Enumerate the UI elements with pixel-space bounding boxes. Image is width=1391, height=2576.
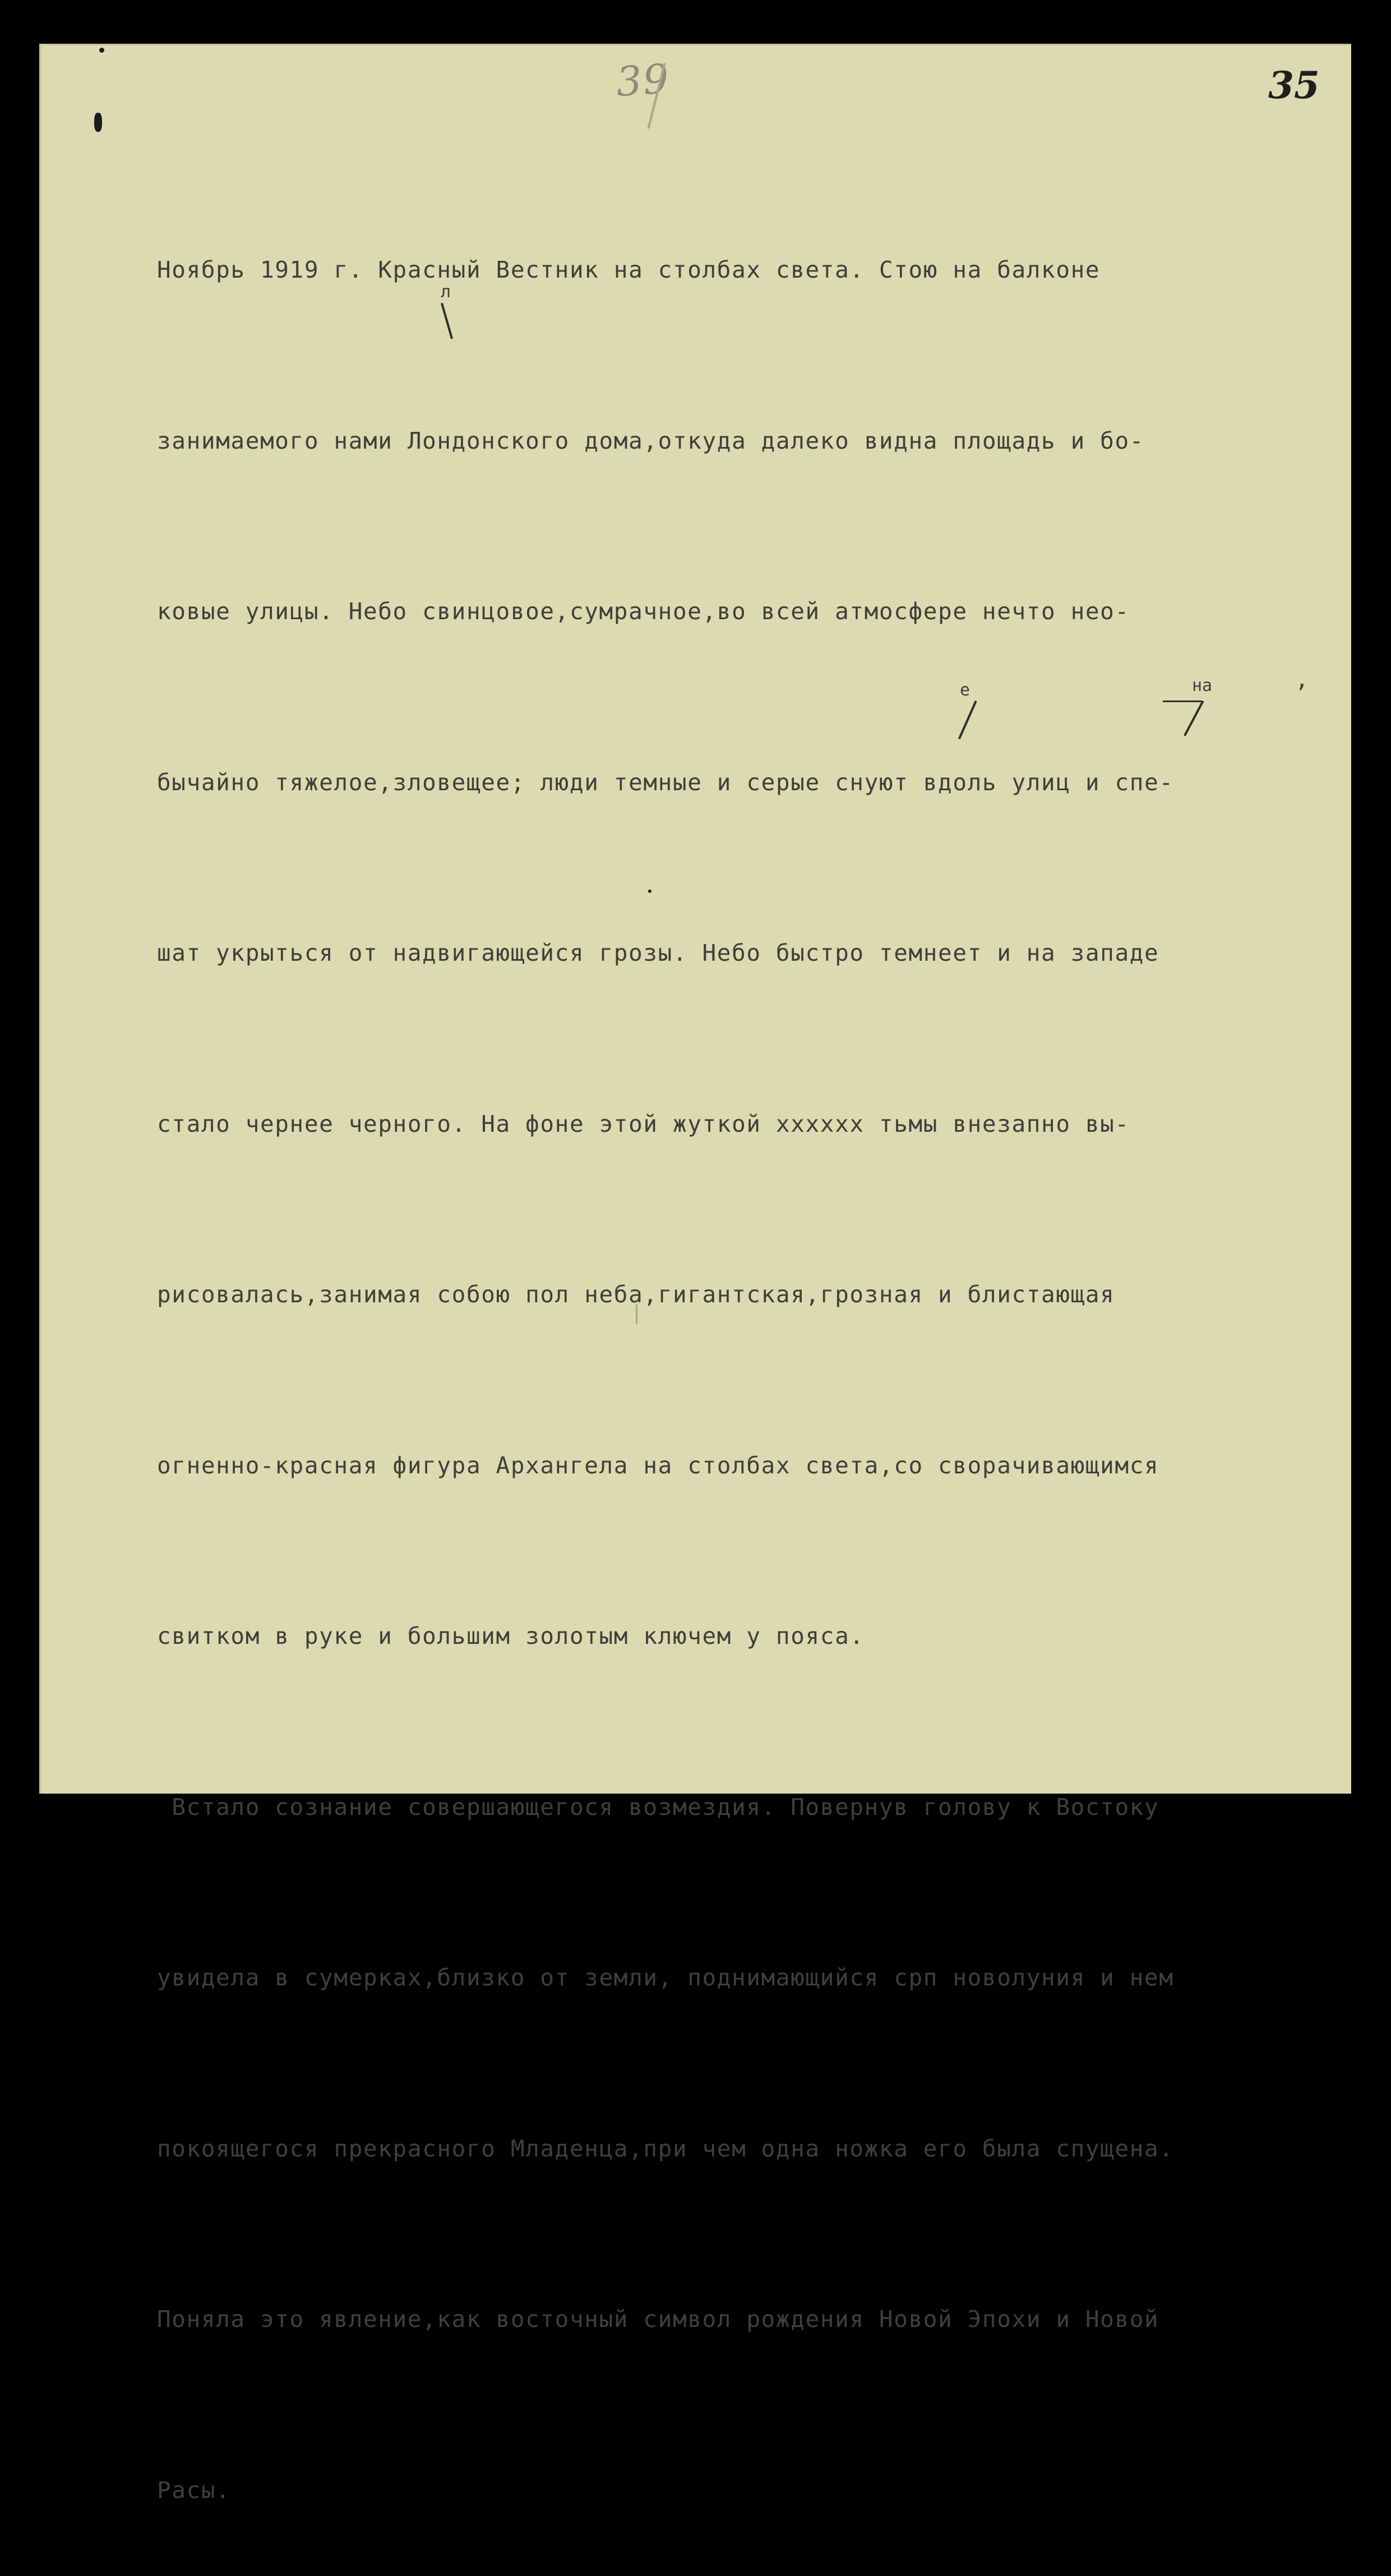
text-line: занимаемого нами Лондонского дома,откуда далеко видна площадь и бо- [157,427,1145,454]
text-line: Поняла это явление,как восточный символ рождения Новой Эпохи и Новой [157,2306,1159,2333]
text-line: Расы. [157,2476,231,2504]
insertion-l: л [441,282,451,302]
folio-number: 35 [1268,63,1320,107]
text-line: огненно-красная фигура Архангела на столбах света,со сворачивающимся [157,1451,1159,1479]
insertion-na: на [1192,676,1213,695]
text-line: шат укрыться от надвигающейся грозы. Небо быстро темнеет и на западе [157,939,1159,966]
insertion-comma: , [1295,667,1309,693]
archive-number: 39 [614,54,672,106]
ink-mark-top [99,48,104,53]
text-line: увидела в сумерках,близко от земли, поднимающийся срп новолуния и нем [157,1964,1174,1991]
text-line: свитком в руке и большим золотым ключем у пояса. [157,1623,865,1649]
text-line: бычайно тяжелое,зловещее; люди темные и серые снуют вдоль улиц и спе- [157,768,1174,796]
insertion-e: е [960,680,971,700]
text-line: рисовалась,занимая собою пол неба,гигантская,грозная и блистающая [157,1281,1115,1308]
typed-text [157,128,1290,2576]
text-line: Встало сознание совершающегося возмездия. Повернув голову к Востоку [157,1793,1159,1821]
text-line: Ноябрь 1919 г. Красный Вестник на столбах света. Стою на балконе [157,256,1101,283]
text-line: стало чернее черного. На фоне этой жуткой хххххх тьмы внезапно вы- [157,1110,1130,1137]
text-line: ковые улицы. Небо свинцовое,сумрачное,во всей атмосфере нечто нео- [157,598,1130,625]
ink-mark-margin [94,113,102,132]
text-line: покоящегося прекрасного Младенца,при чем одна ножка его была спущена. [157,2135,1174,2162]
